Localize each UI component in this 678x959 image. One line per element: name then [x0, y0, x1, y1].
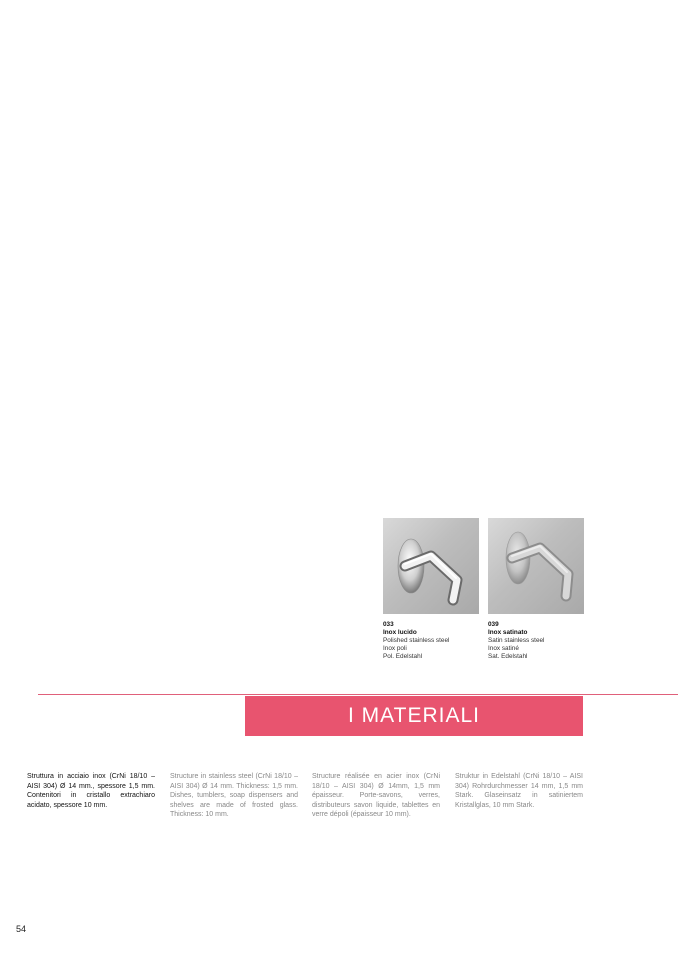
material-caption-polished: [383, 621, 483, 661]
polished-steel-bar-icon: [383, 518, 479, 614]
section-banner: [245, 696, 583, 736]
material-code: 039: [488, 621, 499, 628]
material-caption-satin: [488, 621, 588, 661]
material-swatch-polished: [383, 518, 479, 614]
material-name-it: Inox lucido: [383, 629, 417, 636]
section-divider: [38, 694, 678, 695]
material-code: 033: [383, 621, 394, 628]
description-french: Structure réalisée en acier inox (CrNi 18/10 – AISI 304) Ø 14mm, 1,5 mm épaisseur. Porte-savons, verres, distributeurs savon liquide, tablettes en verre dépoli (épaisseur 10 mm).: [312, 773, 440, 818]
material-name-it: Inox satinato: [488, 629, 528, 636]
description-german: Struktur in Edelstahl (CrNi 18/10 – AISI 304) Rohrdurchmesser 14 mm, 1,5 mm Stark. Glaseinsatz in satiniertem Kristallglas, 10 mm Stark.: [455, 773, 583, 809]
material-name-de: Sat. Edelstahl: [488, 653, 528, 660]
material-name-de: Pol. Edelstahl: [383, 653, 423, 660]
material-name-en: Satin stainless steel: [488, 637, 545, 644]
satin-steel-bar-icon: [488, 518, 584, 614]
description-italian: Struttura in acciaio inox (CrNi 18/10 – AISI 304) Ø 14 mm., spessore 1,5 mm. Contenitori in cristallo extrachiaro acidato, spessore 10 mm.: [27, 773, 155, 809]
page-number: 54: [16, 924, 27, 934]
section-title: I MATERIALI: [348, 704, 480, 727]
description-english: Structure in stainless steel (CrNi 18/10 – AISI 304) Ø 14 mm. Thickness: 1,5 mm. Dishes, tumblers, soap dispensers and shelves are made of frosted glass. Thickness: 10 mm.: [170, 773, 298, 818]
material-swatch-satin: [488, 518, 584, 614]
material-name-fr: Inox satiné: [488, 645, 519, 652]
material-name-en: Polished stainless steel: [383, 637, 450, 644]
material-name-fr: Inox poli: [383, 645, 407, 652]
